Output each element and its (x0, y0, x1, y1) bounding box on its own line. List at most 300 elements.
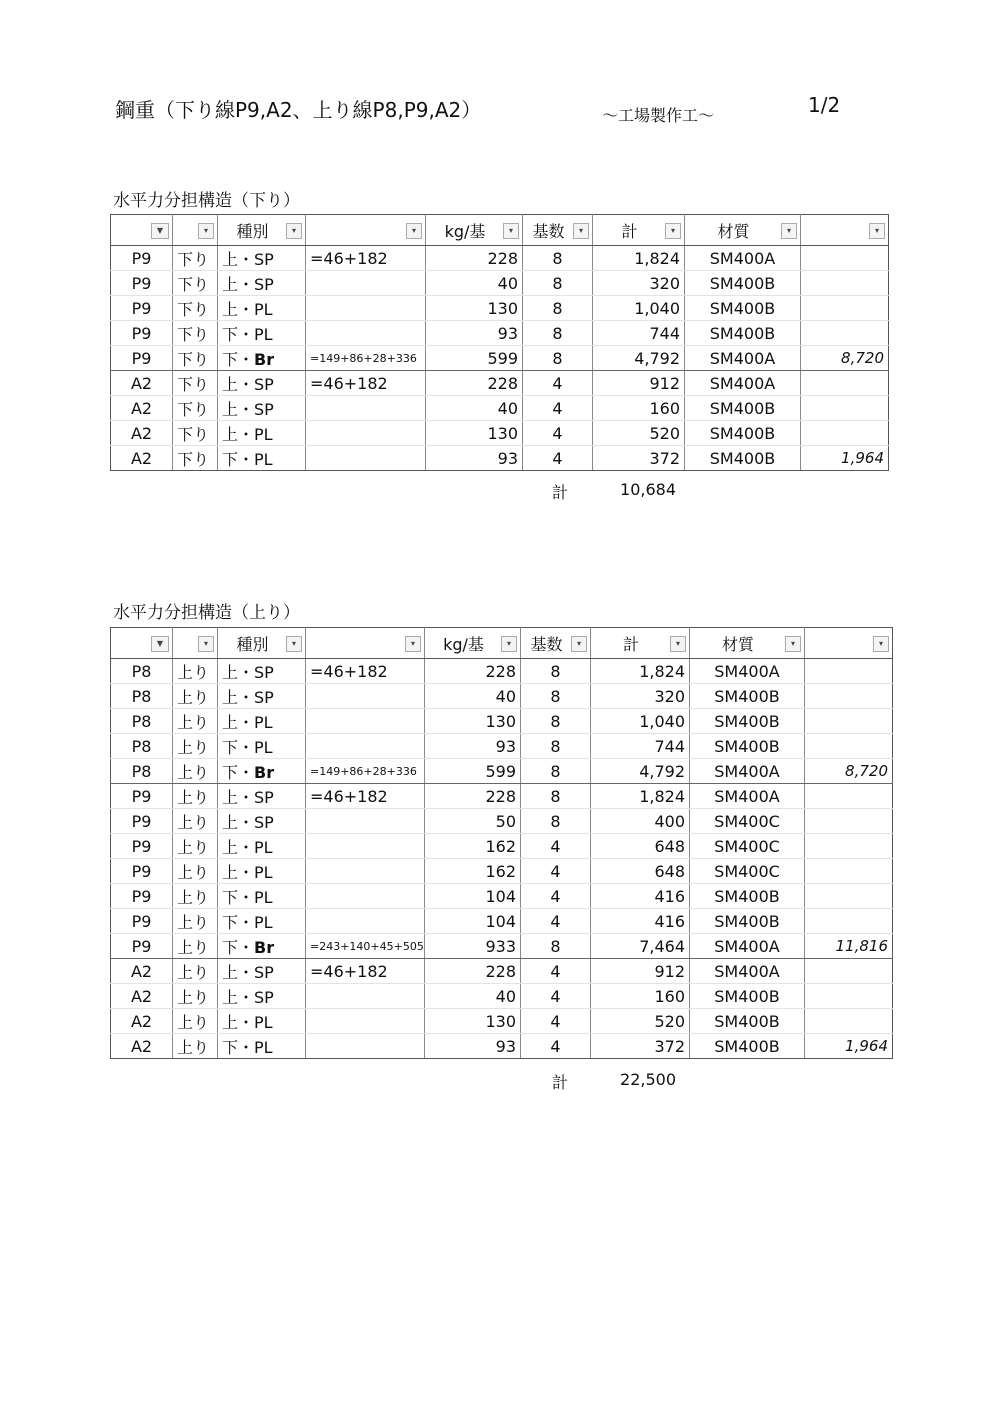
cell-total: 1,824 (591, 659, 690, 684)
cell-count: 4 (523, 396, 593, 421)
cell-material: SM400A (690, 959, 805, 984)
cell-count: 8 (521, 734, 591, 759)
filter-dropdown-icon[interactable]: ▾ (573, 223, 589, 239)
type-bold: Br (254, 937, 275, 957)
column-header (111, 628, 173, 659)
cell-type: 下・PL (218, 446, 306, 471)
cell-type: 上・SP (218, 396, 306, 421)
filter-dropdown-icon[interactable]: ▾ (781, 223, 797, 239)
cell-material: SM400B (690, 1034, 805, 1059)
cell-type: 下・PL (218, 909, 306, 934)
cell-total: 1,824 (591, 784, 690, 809)
cell-loc: A2 (111, 959, 173, 984)
cell-kg: 162 (425, 859, 521, 884)
cell-subtotal (805, 984, 893, 1009)
cell-count: 4 (523, 446, 593, 471)
cell-subtotal (805, 1009, 893, 1034)
column-header-label: 基数 (532, 221, 565, 241)
table-row (111, 346, 889, 371)
cell-type: 下・PL (218, 884, 306, 909)
cell-type: 上・SP (218, 984, 306, 1009)
filter-dropdown-icon[interactable]: ▾ (406, 223, 422, 239)
cell-dir: 下り (173, 396, 218, 421)
table-row (111, 859, 893, 884)
cell-type: 上・PL (218, 834, 306, 859)
cell-dir: 下り (173, 446, 218, 471)
filter-dropdown-icon[interactable]: ▾ (503, 223, 519, 239)
cell-loc: A2 (111, 396, 173, 421)
cell-material: SM400B (690, 984, 805, 1009)
column-header (173, 215, 218, 246)
cell-type (218, 759, 306, 784)
grand-total-label: 計 (552, 1073, 569, 1092)
column-header (523, 215, 593, 246)
cell-total: 372 (593, 446, 685, 471)
table-row (111, 884, 893, 909)
cell-kg: 130 (425, 1009, 521, 1034)
cell-dir: 下り (173, 421, 218, 446)
cell-loc: A2 (111, 1009, 173, 1034)
filter-dropdown-icon[interactable]: ▾ (571, 636, 587, 652)
cell-formula (306, 809, 425, 834)
cell-count: 8 (521, 759, 591, 784)
cell-dir: 上り (173, 909, 218, 934)
cell-material: SM400B (690, 709, 805, 734)
table-row (111, 246, 889, 271)
cell-formula: =46+182 (306, 371, 426, 396)
cell-dir: 上り (173, 834, 218, 859)
cell-total: 416 (591, 884, 690, 909)
cell-formula (306, 296, 426, 321)
filter-dropdown-icon[interactable]: ▾ (501, 636, 517, 652)
cell-count: 4 (521, 909, 591, 934)
cell-kg: 162 (425, 834, 521, 859)
type-prefix: 下・ (222, 349, 255, 369)
cell-material: SM400C (690, 834, 805, 859)
cell-subtotal (805, 909, 893, 934)
document-title: 鋼重（下り線P9,A2、上り線P8,P9,A2） (115, 98, 482, 122)
cell-count: 8 (521, 809, 591, 834)
table-row (111, 1009, 893, 1034)
cell-material: SM400C (690, 859, 805, 884)
steel-weight-table-up (110, 627, 893, 1059)
column-header-label: 材質 (717, 221, 750, 241)
filter-dropdown-icon[interactable]: ▾ (670, 636, 686, 652)
cell-kg: 93 (425, 1034, 521, 1059)
cell-count: 4 (521, 984, 591, 1009)
cell-material: SM400B (685, 321, 801, 346)
cell-subtotal: 8,720 (801, 346, 889, 371)
cell-loc: A2 (111, 371, 173, 396)
cell-type: 上・PL (218, 859, 306, 884)
cell-loc: P9 (111, 809, 173, 834)
cell-kg: 104 (425, 909, 521, 934)
column-header (593, 215, 685, 246)
table-row (111, 809, 893, 834)
column-header (218, 628, 306, 659)
cell-count: 4 (523, 371, 593, 396)
cell-loc: P9 (111, 296, 173, 321)
cell-total: 160 (591, 984, 690, 1009)
cell-count: 8 (523, 346, 593, 371)
cell-count: 4 (521, 884, 591, 909)
cell-kg: 93 (426, 321, 523, 346)
cell-material: SM400B (685, 396, 801, 421)
type-prefix: 下・ (222, 937, 255, 957)
cell-formula (306, 984, 425, 1009)
cell-material: SM400B (685, 446, 801, 471)
filter-dropdown-icon[interactable]: ▾ (785, 636, 801, 652)
cell-formula (306, 446, 426, 471)
cell-count: 8 (521, 709, 591, 734)
cell-formula: =46+182 (306, 784, 425, 809)
cell-loc: A2 (111, 1034, 173, 1059)
cell-subtotal (805, 709, 893, 734)
cell-subtotal (801, 321, 889, 346)
filter-dropdown-icon[interactable]: ▾ (198, 636, 214, 652)
cell-formula (306, 1034, 425, 1059)
cell-total: 1,040 (593, 296, 685, 321)
cell-total: 320 (593, 271, 685, 296)
cell-formula: =149+86+28+336 (306, 346, 426, 371)
cell-loc: P9 (111, 784, 173, 809)
table-row (111, 734, 893, 759)
cell-type: 上・SP (218, 684, 306, 709)
cell-type: 上・SP (218, 371, 306, 396)
cell-subtotal: 1,964 (805, 1034, 893, 1059)
table-row (111, 371, 889, 396)
cell-type: 下・PL (218, 1034, 306, 1059)
page-number: 1/2 (808, 93, 841, 117)
document-subtitle: ～工場製作工～ (602, 106, 715, 125)
cell-kg: 228 (425, 784, 521, 809)
cell-dir: 上り (173, 734, 218, 759)
cell-formula (306, 884, 425, 909)
cell-formula (306, 396, 426, 421)
column-header-label: kg/基 (443, 634, 484, 654)
cell-count: 8 (521, 934, 591, 959)
cell-count: 4 (521, 1034, 591, 1059)
cell-loc: P8 (111, 659, 173, 684)
column-header-label: 材質 (721, 634, 754, 654)
cell-formula: =46+182 (306, 659, 425, 684)
cell-subtotal (801, 371, 889, 396)
column-header (425, 628, 521, 659)
cell-subtotal (805, 734, 893, 759)
cell-formula: =149+86+28+336 (306, 759, 425, 784)
cell-subtotal: 1,964 (801, 446, 889, 471)
table-row (111, 271, 889, 296)
cell-total: 7,464 (591, 934, 690, 959)
cell-loc: P8 (111, 684, 173, 709)
cell-total: 416 (591, 909, 690, 934)
section-title-down: 水平力分担構造（下り） (113, 191, 300, 211)
cell-subtotal (801, 246, 889, 271)
cell-material: SM400A (685, 371, 801, 396)
cell-formula (306, 709, 425, 734)
filter-active-icon[interactable]: ▼ (151, 223, 169, 239)
type-prefix: 下・ (222, 762, 255, 782)
cell-subtotal (805, 784, 893, 809)
cell-total: 1,824 (593, 246, 685, 271)
cell-kg: 228 (425, 959, 521, 984)
column-header (426, 215, 523, 246)
filter-dropdown-icon[interactable]: ▾ (869, 223, 885, 239)
cell-formula (306, 859, 425, 884)
cell-subtotal (801, 271, 889, 296)
cell-dir: 下り (173, 246, 218, 271)
header-row (111, 215, 889, 246)
column-header-label: 種別 (236, 221, 269, 241)
cell-count: 4 (521, 859, 591, 884)
cell-dir: 上り (173, 659, 218, 684)
cell-dir: 上り (173, 809, 218, 834)
cell-formula: =243+140+45+505 (306, 934, 425, 959)
column-header (521, 628, 591, 659)
cell-subtotal: 11,816 (805, 934, 893, 959)
cell-formula (306, 421, 426, 446)
table-row (111, 1034, 893, 1059)
cell-total: 1,040 (591, 709, 690, 734)
column-header (218, 215, 306, 246)
cell-dir: 上り (173, 859, 218, 884)
cell-formula (306, 321, 426, 346)
cell-type: 上・PL (218, 709, 306, 734)
cell-total: 160 (593, 396, 685, 421)
cell-kg: 40 (425, 684, 521, 709)
column-header-label: kg/基 (444, 221, 486, 241)
cell-formula (306, 271, 426, 296)
cell-dir: 下り (173, 321, 218, 346)
cell-subtotal (805, 859, 893, 884)
cell-dir: 下り (173, 346, 218, 371)
cell-count: 8 (523, 271, 593, 296)
cell-kg: 130 (426, 296, 523, 321)
table-row (111, 934, 893, 959)
cell-count: 4 (521, 959, 591, 984)
section-title-up: 水平力分担構造（上り） (113, 603, 300, 623)
cell-loc: P9 (111, 859, 173, 884)
table-row (111, 446, 889, 471)
cell-type: 下・PL (218, 734, 306, 759)
cell-subtotal (801, 396, 889, 421)
cell-material: SM400A (690, 784, 805, 809)
cell-count: 8 (523, 296, 593, 321)
cell-formula (306, 834, 425, 859)
cell-subtotal (805, 684, 893, 709)
filter-dropdown-icon[interactable]: ▾ (286, 223, 302, 239)
cell-subtotal (805, 659, 893, 684)
cell-material: SM400B (690, 684, 805, 709)
cell-total: 912 (593, 371, 685, 396)
cell-count: 8 (521, 784, 591, 809)
cell-subtotal (805, 959, 893, 984)
cell-kg: 50 (425, 809, 521, 834)
cell-loc: P9 (111, 271, 173, 296)
cell-loc: P8 (111, 734, 173, 759)
cell-count: 4 (521, 1009, 591, 1034)
cell-loc: A2 (111, 446, 173, 471)
cell-type (218, 346, 306, 371)
cell-kg: 40 (425, 984, 521, 1009)
cell-count: 8 (521, 659, 591, 684)
filter-dropdown-icon[interactable]: ▾ (665, 223, 681, 239)
cell-loc: A2 (111, 421, 173, 446)
type-bold: Br (254, 762, 275, 782)
cell-subtotal (805, 809, 893, 834)
filter-dropdown-icon[interactable]: ▾ (286, 636, 302, 652)
table-row (111, 984, 893, 1009)
column-header (591, 628, 690, 659)
cell-type: 上・SP (218, 659, 306, 684)
cell-type: 上・PL (218, 421, 306, 446)
cell-count: 8 (523, 246, 593, 271)
cell-dir: 上り (173, 959, 218, 984)
cell-total: 4,792 (591, 759, 690, 784)
cell-subtotal: 8,720 (805, 759, 893, 784)
cell-material: SM400A (685, 246, 801, 271)
cell-total: 520 (591, 1009, 690, 1034)
grand-total-label: 計 (552, 483, 569, 502)
table-row (111, 396, 889, 421)
cell-type: 上・SP (218, 784, 306, 809)
column-header (173, 628, 218, 659)
cell-count: 4 (523, 421, 593, 446)
grand-total-value: 10,684 (620, 480, 676, 499)
cell-kg: 599 (425, 759, 521, 784)
cell-subtotal (805, 884, 893, 909)
cell-formula (306, 684, 425, 709)
cell-dir: 上り (173, 684, 218, 709)
cell-count: 8 (521, 684, 591, 709)
column-header (805, 628, 893, 659)
cell-dir: 上り (173, 759, 218, 784)
cell-dir: 上り (173, 784, 218, 809)
cell-dir: 下り (173, 296, 218, 321)
table-row (111, 959, 893, 984)
table-row (111, 659, 893, 684)
cell-formula (306, 909, 425, 934)
cell-kg: 40 (426, 396, 523, 421)
cell-material: SM400B (690, 909, 805, 934)
cell-subtotal (805, 834, 893, 859)
table-row (111, 784, 893, 809)
cell-kg: 130 (426, 421, 523, 446)
cell-loc: P8 (111, 759, 173, 784)
cell-loc: P9 (111, 346, 173, 371)
column-header-label: 計 (622, 634, 639, 654)
cell-count: 4 (521, 834, 591, 859)
cell-kg: 93 (425, 734, 521, 759)
cell-loc: P9 (111, 884, 173, 909)
cell-total: 372 (591, 1034, 690, 1059)
filter-active-icon[interactable]: ▼ (151, 636, 169, 652)
cell-loc: P9 (111, 934, 173, 959)
column-header (801, 215, 889, 246)
table-row (111, 834, 893, 859)
cell-subtotal (801, 296, 889, 321)
cell-loc: P9 (111, 246, 173, 271)
cell-type: 上・SP (218, 246, 306, 271)
cell-type: 上・SP (218, 809, 306, 834)
cell-total: 648 (591, 859, 690, 884)
cell-loc: P9 (111, 834, 173, 859)
cell-total: 4,792 (593, 346, 685, 371)
filter-dropdown-icon[interactable]: ▾ (405, 636, 421, 652)
header-row (111, 628, 893, 659)
cell-dir: 上り (173, 884, 218, 909)
cell-dir: 下り (173, 271, 218, 296)
column-header-label: 種別 (236, 634, 269, 654)
cell-material: SM400B (685, 421, 801, 446)
cell-material: SM400B (685, 271, 801, 296)
column-header (306, 215, 426, 246)
cell-material: SM400B (690, 1009, 805, 1034)
filter-dropdown-icon[interactable]: ▾ (198, 223, 214, 239)
cell-total: 744 (591, 734, 690, 759)
cell-kg: 933 (425, 934, 521, 959)
cell-total: 648 (591, 834, 690, 859)
cell-type: 下・PL (218, 321, 306, 346)
type-bold: Br (254, 349, 275, 369)
cell-material: SM400B (690, 734, 805, 759)
cell-type: 上・SP (218, 959, 306, 984)
column-header (685, 215, 801, 246)
column-header (306, 628, 425, 659)
cell-formula (306, 1009, 425, 1034)
cell-formula: =46+182 (306, 959, 425, 984)
cell-total: 320 (591, 684, 690, 709)
filter-dropdown-icon[interactable]: ▾ (873, 636, 889, 652)
cell-dir: 下り (173, 371, 218, 396)
cell-total: 520 (593, 421, 685, 446)
column-header-label: 計 (621, 221, 638, 241)
cell-material: SM400A (690, 659, 805, 684)
cell-formula: =46+182 (306, 246, 426, 271)
cell-kg: 93 (426, 446, 523, 471)
cell-loc: A2 (111, 984, 173, 1009)
column-header (111, 215, 173, 246)
cell-material: SM400C (690, 809, 805, 834)
table-row (111, 421, 889, 446)
cell-type (218, 934, 306, 959)
cell-type: 上・SP (218, 271, 306, 296)
cell-type: 上・PL (218, 296, 306, 321)
cell-kg: 599 (426, 346, 523, 371)
cell-loc: P9 (111, 321, 173, 346)
cell-dir: 上り (173, 709, 218, 734)
cell-loc: P9 (111, 909, 173, 934)
table-row (111, 296, 889, 321)
cell-material: SM400A (685, 346, 801, 371)
table-row (111, 684, 893, 709)
cell-total: 912 (591, 959, 690, 984)
table-row (111, 909, 893, 934)
grand-total-value: 22,500 (620, 1070, 676, 1089)
table-row (111, 759, 893, 784)
cell-dir: 上り (173, 934, 218, 959)
cell-subtotal (801, 421, 889, 446)
cell-total: 744 (593, 321, 685, 346)
table-row (111, 709, 893, 734)
cell-material: SM400A (690, 759, 805, 784)
steel-weight-table-down (110, 214, 889, 471)
cell-kg: 104 (425, 884, 521, 909)
cell-formula (306, 734, 425, 759)
cell-dir: 上り (173, 984, 218, 1009)
cell-kg: 228 (426, 371, 523, 396)
table-row (111, 321, 889, 346)
